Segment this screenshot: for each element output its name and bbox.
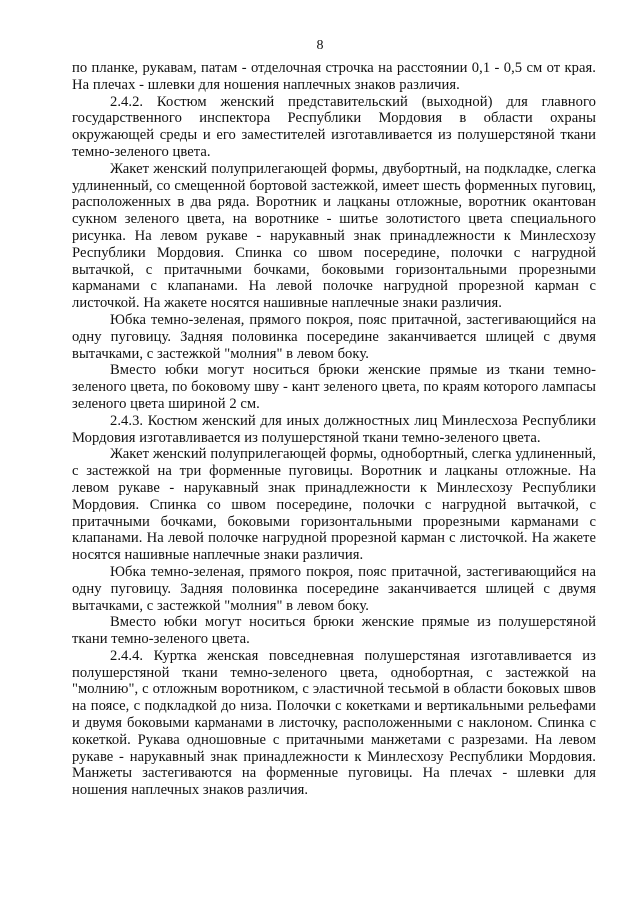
- paragraph-2-4-2: 2.4.2. Костюм женский представительский (выходной) для главного государственного инспектора Республики Мордовия в области охраны окружающей среды и его заместителей изготавливается из полушерстяной ткани темно-зеленого цвета.: [72, 93, 596, 160]
- paragraph-skirt-representative: Юбка темно-зеленая, прямого покроя, пояс притачной, застегивающийся на одну пуговицу. Задняя половинка посередине заканчивается шлицей с двумя вытачками, с застежкой "молния" в левом боку.: [72, 311, 596, 362]
- paragraph-trousers-other: Вместо юбки могут носиться брюки женские прямые из полушерстяной ткани темно-зеленого цвета.: [72, 614, 596, 648]
- paragraph-2-4-3: 2.4.3. Костюм женский для иных должностных лиц Минлесхоза Республики Мордовия изготавливается из полушерстяной ткани темно-зеленого цвета.: [72, 412, 596, 446]
- document-body: [72, 60, 596, 799]
- paragraph-trousers-representative: Вместо юбки могут носиться брюки женские прямые из ткани темно-зеленого цвета, по боковому шву - кант зеленого цвета, по краям которого лампасы зеленого цвета шириной 2 см.: [72, 362, 596, 412]
- paragraph-skirt-other: Юбка темно-зеленая, прямого покроя, пояс притачной, застегивающийся на одну пуговицу. Задняя половинка посередине заканчивается шлицей с двумя вытачками, с застежкой "молния" в левом боку.: [72, 563, 596, 614]
- paragraph-jacket-representative: Жакет женский полуприлегающей формы, двубортный, на подкладке, слегка удлиненный, со смещенной бортовой застежкой, имеет шесть форменных пуговиц, расположенных в два ряда. Воротник и лацканы отложные, воротник окантован сукном зеленого цвета, на воротнике - шитье золотистого цвета специального рисунка. На левом рукаве - нарукавный знак принадлежности к Минлесхозу Республики Мордовия. Спинка со швом посередине, полочки с нагрудной вытачкой, с притачными бочками, боковыми горизонтальными прорезными карманами с клапанами. На левой полочке нагрудной прорезной карман с листочкой. На жакете носятся нашивные наплечные знаки различия.: [72, 160, 596, 312]
- page-number: 8: [316, 38, 324, 53]
- paragraph-continuation: по планке, рукавам, патам - отделочная строчка на расстоянии 0,1 - 0,5 см от края. На плечах - шлевки для ношения наплечных знаков различия.: [72, 60, 596, 93]
- paragraph-2-4-4: 2.4.4. Куртка женская повседневная полушерстяная изготавливается из полушерстяной ткани темно-зеленого цвета, однобортная, с застежкой на "молнию", с отложным воротником, с эластичной тесьмой в области боковых швов на поясе, с подкладкой до низа. Полочки с кокетками и вертикальными рельефами и двумя боковыми карманами в листочку, расположенными с наклоном. Спинка с кокеткой. Рукава одношовные с притачными манжетами с разрезами. На левом рукаве - нарукавный знак принадлежности к Минлесхозу Республики Мордовия. Манжеты застегиваются на форменные пуговицы. На плечах - шлевки для ношения наплечных знаков различия.: [72, 647, 596, 799]
- paragraph-jacket-other: Жакет женский полуприлегающей формы, однобортный, слегка удлиненный, с застежкой на три форменные пуговицы. Воротник и лацканы отложные. На левом рукаве - нарукавный знак принадлежности к Минлесхозу Республики Мордовия. Спинка со швом посередине, полочки с нагрудной вытачкой, с притачными бочками, боковыми горизонтальными прорезными карманами с клапанами. На левой полочке нагрудной прорезной карман с листочкой. На жакете носятся нашивные наплечные знаки различия.: [72, 446, 596, 564]
